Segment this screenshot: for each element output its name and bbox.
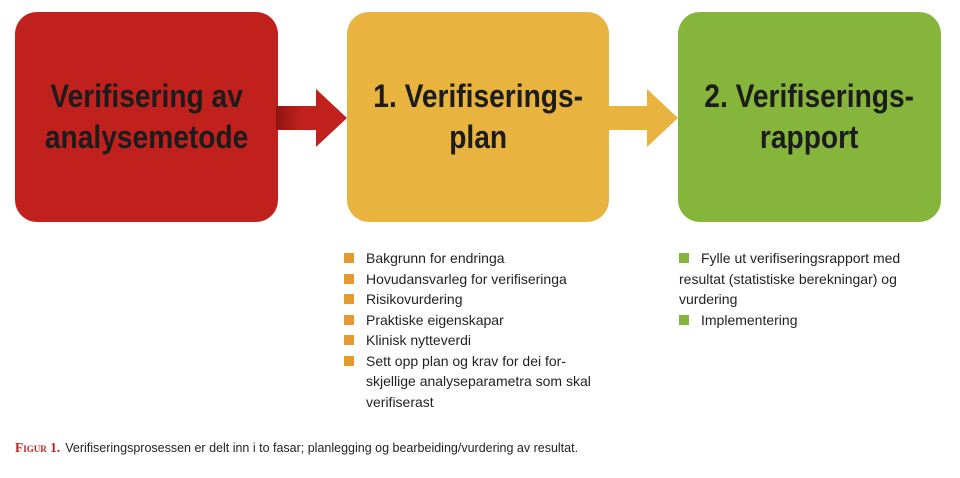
square-bullet-icon [344,356,354,366]
step-box-plan [347,12,609,222]
list-item: Implementering [679,310,949,331]
figure-label: Figur 1. [15,440,61,455]
list-item: Bakgrunn for endringa [344,248,614,269]
list-item-continuation: resultat (statistiske berekningar) og vurdering [679,270,897,307]
step-box-verification [15,12,278,222]
step-box-report [678,12,941,222]
list-item: Klinisk nytteverdi [344,330,614,351]
list-item: Risikovurdering [344,289,614,310]
caption-text: Verifiseringsprosessen er delt inn i to fasar; planlegging og bearbeiding/vurdering av resultat. [65,441,579,455]
list-item: Sett opp plan og krav for dei for- skjellige analyseparametra som skal verifiserast [344,351,614,413]
square-bullet-icon [344,294,354,304]
list-item: Fylle ut verifiseringsrapport med [679,248,949,269]
square-bullet-icon [344,274,354,284]
report-checklist [679,248,949,330]
list-item: Praktiske eigenskapar [344,310,614,331]
square-bullet-icon [679,315,689,325]
step-title: 2. Verifiserings- rapport [704,78,915,155]
square-bullet-icon [344,335,354,345]
arrow-right-icon [276,89,349,147]
plan-checklist [344,248,614,412]
square-bullet-icon [344,253,354,263]
square-bullet-icon [344,315,354,325]
step-title: 1. Verifiserings- plan [373,78,583,155]
list-item: Hovudansvarleg for verifiseringa [344,269,614,290]
arrow-right-icon [607,89,680,147]
step-title: Verifisering av analysemetode [44,78,249,155]
figure-caption [15,440,578,456]
square-bullet-icon [679,253,689,263]
